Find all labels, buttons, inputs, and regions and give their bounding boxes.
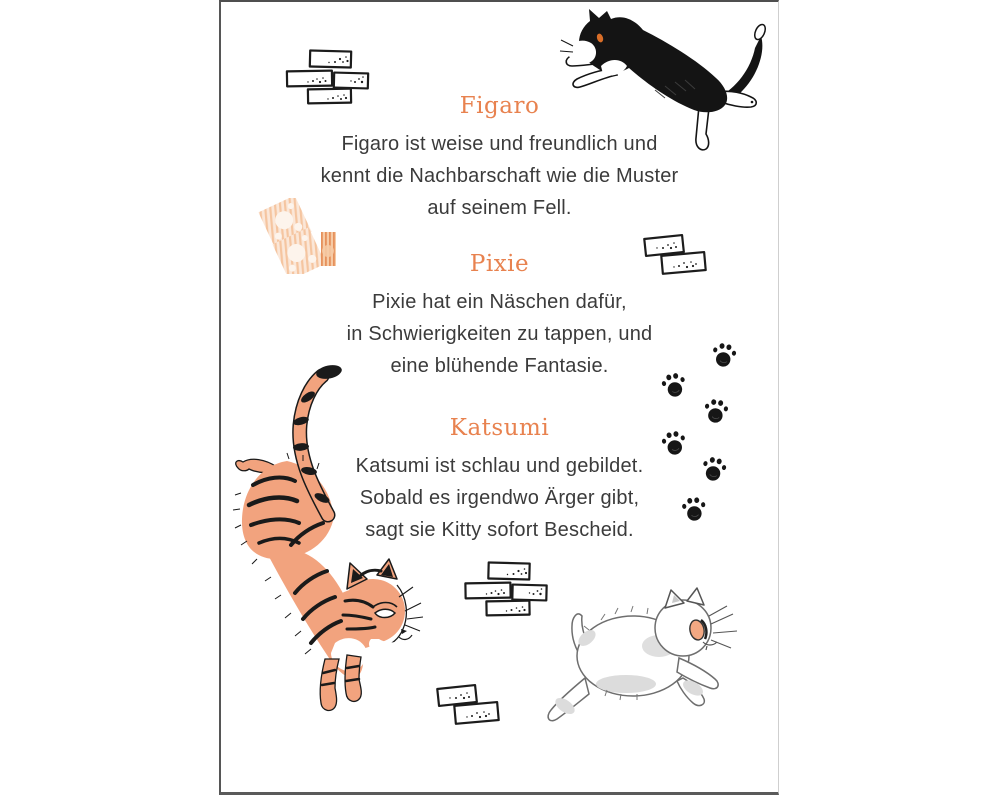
white-cat-icon bbox=[541, 586, 737, 738]
figaro-description-line-1: Figaro ist weise und freundlich und bbox=[341, 133, 658, 155]
pixie-description-line-2: in Schwierigkeiten zu tappen, und bbox=[346, 323, 653, 345]
paw-print-trail bbox=[649, 336, 745, 526]
character-name-pixie: Pixie bbox=[469, 251, 530, 277]
orange-tabby-cat-icon bbox=[227, 363, 423, 725]
brick-pair-right bbox=[641, 230, 709, 280]
bricks-icon bbox=[459, 558, 554, 620]
halftone-stamp bbox=[257, 198, 341, 274]
paw-prints-icon bbox=[649, 336, 745, 526]
bricks-icon bbox=[434, 680, 502, 730]
white-cat-illustration bbox=[541, 586, 737, 738]
brick-cluster-middle bbox=[459, 558, 554, 620]
black-cat-icon bbox=[559, 6, 771, 158]
katsumi-description-line-2: Sobald es irgendwo Ärger gibt, bbox=[359, 487, 640, 509]
black-cat-leaping-illustration bbox=[559, 6, 771, 158]
katsumi-description-line-3: sagt sie Kitty sofort Bescheid. bbox=[365, 519, 634, 541]
katsumi-description-line-1: Katsumi ist schlau und gebildet. bbox=[355, 455, 644, 477]
character-name-figaro: Figaro bbox=[459, 93, 540, 119]
bricks-icon bbox=[283, 46, 373, 108]
brick-cluster-top bbox=[283, 46, 373, 108]
brick-pair-bottom bbox=[434, 680, 502, 730]
character-name-katsumi: Katsumi bbox=[449, 415, 550, 441]
figaro-description-line-3: auf seinem Fell. bbox=[427, 197, 572, 219]
pixie-description-line-3: eine blühende Fantasie. bbox=[390, 355, 609, 377]
pixie-description-line-1: Pixie hat ein Näschen dafür, bbox=[372, 291, 627, 313]
bricks-icon bbox=[641, 230, 709, 280]
figaro-description-line-2: kennt die Nachbarschaft wie die Muster bbox=[320, 165, 679, 187]
book-page bbox=[219, 0, 779, 795]
orange-tabby-illustration bbox=[227, 363, 423, 725]
halftone-paw-stamp-icon bbox=[257, 198, 341, 274]
